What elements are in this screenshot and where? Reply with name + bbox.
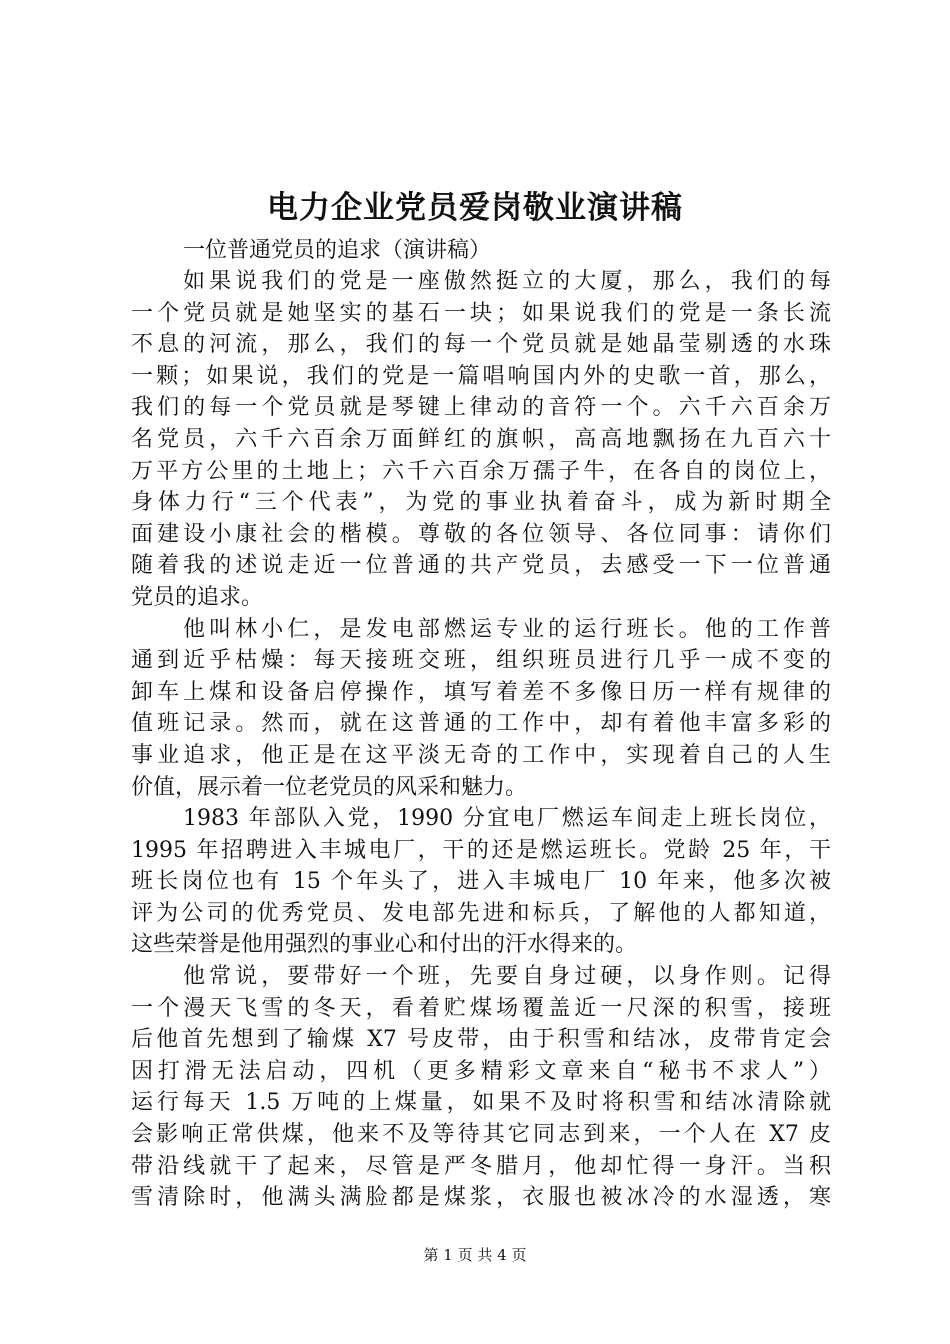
body-paragraph [131, 961, 831, 1214]
paragraph-line: 他常说，要带好一个班，先要自身过硬，以身作则。记得 [183, 964, 831, 990]
document-title: 电力企业党员爱岗敬业演讲稿 [267, 190, 683, 226]
paragraph-line: 事业追求，他正是在这平淡无奇的工作中，实现着自己的人生 [131, 742, 831, 768]
paragraph-line: 因打滑无法启动，四机（更多精彩文章来自“秘书不求人”） [131, 1058, 831, 1084]
paragraph-line: 班长岗位也有 15 个年头了，进入丰城电厂 10 年来，他多次被 [131, 869, 831, 895]
body-paragraph [131, 266, 831, 614]
paragraph-line: 党员的追求。 [131, 584, 264, 610]
paragraph-line: 评为公司的优秀党员、发电部先进和标兵，了解他的人都知道， [131, 900, 831, 926]
paragraph-line: 不息的河流，那么，我们的每一个党员就是她晶莹剔透的水珠 [131, 332, 831, 358]
body-paragraph [131, 803, 831, 961]
paragraph-line: 带沿线就干了起来，尽管是严冬腊月，他却忙得一身汗。当积 [131, 1153, 831, 1179]
paragraph-line: 价值，展示着一位老党员的风采和魅力。 [131, 774, 528, 800]
document-body [131, 266, 831, 1214]
page-footer: 第 1 页 共 4 页 [423, 1246, 527, 1264]
paragraph-line: 值班记录。然而，就在这普通的工作中，却有着他丰富多彩的 [131, 711, 831, 737]
paragraph-line: 后他首先想到了输煤 X7 号皮带，由于积雪和结冰，皮带肯定会 [131, 1027, 831, 1053]
paragraph-line: 1995 年招聘进入丰城电厂，干的还是燃运班长。党龄 25 年，干 [131, 837, 831, 863]
paragraph-line: 随着我的述说走近一位普通的共产党员，去感受一下一位普通 [131, 553, 831, 579]
document-subtitle: 一位普通党员的追求（演讲稿） [183, 238, 492, 263]
body-paragraph [131, 614, 831, 804]
paragraph-line: 我们的每一个党员就是琴键上律动的音符一个。六千六百余万 [131, 395, 831, 421]
paragraph-line: 万平方公里的土地上；六千六百余万孺子牛，在各自的岗位上， [131, 458, 831, 484]
paragraph-line: 名党员，六千六百余万面鲜红的旗帜，高高地飘扬在九百六十 [131, 426, 831, 452]
paragraph-line: 他叫林小仁，是发电部燃运专业的运行班长。他的工作普 [183, 616, 831, 642]
paragraph-line: 面建设小康社会的楷模。尊敬的各位领导、各位同事：请你们 [131, 521, 831, 547]
paragraph-line: 雪清除时，他满头满脸都是煤浆，衣服也被冰冷的水湿透，寒 [131, 1185, 831, 1211]
paragraph-line: 一个党员就是她坚实的基石一块；如果说我们的党是一条长流 [131, 300, 831, 326]
paragraph-line: 会影响正常供煤，他来不及等待其它同志到来，一个人在 X7 皮 [131, 1122, 831, 1148]
paragraph-line: 1983 年部队入党，1990 分宜电厂燃运车间走上班长岗位， [183, 806, 831, 832]
paragraph-line: 卸车上煤和设备启停操作，填写着差不多像日历一样有规律的 [131, 679, 831, 705]
paragraph-line: 一颗；如果说，我们的党是一篇唱响国内外的史歌一首，那么， [131, 363, 831, 389]
paragraph-line: 这些荣誉是他用强烈的事业心和付出的汗水得来的。 [131, 932, 638, 958]
paragraph-line: 身体力行“三个代表”，为党的事业执着奋斗，成为新时期全 [131, 490, 831, 516]
paragraph-line: 运行每天 1.5 万吨的上煤量，如果不及时将积雪和结冰清除就 [131, 1090, 831, 1116]
paragraph-line: 如果说我们的党是一座傲然挺立的大厦，那么，我们的每 [183, 269, 831, 294]
paragraph-line: 通到近乎枯燥：每天接班交班，组织班员进行几乎一成不变的 [131, 648, 831, 674]
paragraph-line: 一个漫天飞雪的冬天，看着贮煤场覆盖近一尺深的积雪，接班 [131, 995, 831, 1021]
